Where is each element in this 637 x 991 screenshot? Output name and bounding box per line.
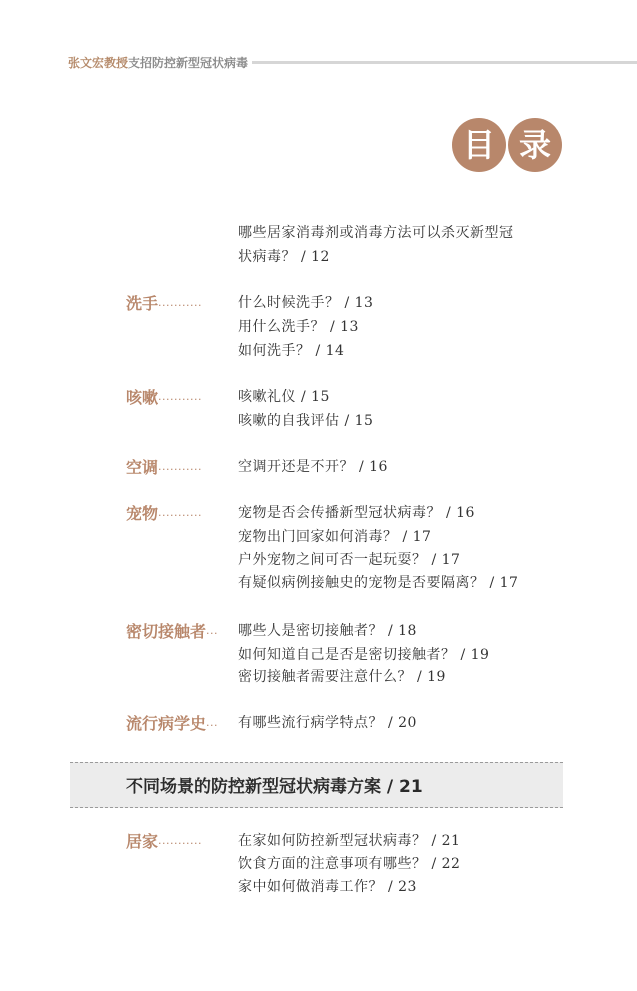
toc-category-epidemiology	[126, 711, 218, 734]
toc-item[interactable]: 有哪些流行病学特点？ / 20	[238, 715, 417, 731]
category-label: 宠物	[126, 504, 159, 523]
toc-item[interactable]: 家中如何做消毒工作？ / 23	[238, 879, 417, 895]
toc-category-air-conditioning	[126, 455, 202, 478]
toc-category-home	[126, 829, 202, 852]
toc-item[interactable]: 哪些居家消毒剂或消毒方法可以杀灭新型冠	[238, 225, 514, 241]
category-label: 流行病学史	[126, 714, 207, 733]
toc-item[interactable]: 密切接触者需要注意什么？ / 19	[238, 669, 446, 685]
toc-item[interactable]: 咳嗽的自我评估 / 15	[238, 413, 374, 429]
category-label: 空调	[126, 458, 159, 477]
leader-dots: ···	[206, 719, 219, 732]
category-label: 洗手	[126, 294, 159, 313]
toc-item[interactable]: 用什么洗手？ / 13	[238, 319, 359, 335]
toc-title-badge-2: 录	[508, 118, 562, 172]
toc-item[interactable]: 如何知道自己是否是密切接触者？ / 19	[238, 647, 490, 663]
toc-title-badge-1: 目	[452, 118, 506, 172]
toc-item[interactable]: 空调开还是不开？ / 16	[238, 459, 388, 475]
header-rule	[252, 61, 637, 64]
leader-dots: ···········	[158, 393, 202, 406]
toc-item[interactable]: 宠物是否会传播新型冠状病毒？ / 16	[238, 505, 475, 521]
toc-item[interactable]: 状病毒？ / 12	[238, 249, 330, 265]
toc-category-pets	[126, 501, 202, 524]
toc-category-handwashing	[126, 291, 202, 314]
header-author: 张文宏教授	[68, 56, 129, 70]
toc-item[interactable]: 户外宠物之间可否一起玩耍？ / 17	[238, 552, 461, 568]
toc-category-cough	[126, 385, 202, 408]
toc-item[interactable]: 有疑似病例接触史的宠物是否要隔离？ / 17	[238, 575, 519, 591]
toc-item[interactable]: 饮食方面的注意事项有哪些？ / 22	[238, 856, 461, 872]
leader-dots: ···········	[158, 463, 202, 476]
category-label: 咳嗽	[126, 388, 159, 407]
toc-item[interactable]: 哪些人是密切接触者？ / 18	[238, 623, 417, 639]
leader-dots: ···········	[158, 299, 202, 312]
category-label: 居家	[126, 832, 159, 851]
leader-dots: ···········	[158, 509, 202, 522]
toc-item[interactable]: 如何洗手？ / 14	[238, 343, 345, 359]
category-label: 密切接触者	[126, 622, 207, 641]
toc-item[interactable]: 什么时候洗手？ / 13	[238, 295, 374, 311]
leader-dots: ···········	[158, 837, 202, 850]
toc-item[interactable]: 宠物出门回家如何消毒？ / 17	[238, 529, 432, 545]
header-title: 支招防控新型冠状病毒	[128, 56, 249, 70]
section-title[interactable]: 不同场景的防控新型冠状病毒方案 / 21	[126, 777, 423, 797]
toc-item[interactable]: 在家如何防控新型冠状病毒？ / 21	[238, 833, 461, 849]
toc-item[interactable]: 咳嗽礼仪 / 15	[238, 389, 330, 405]
toc-category-close-contacts	[126, 619, 218, 642]
running-header	[68, 54, 248, 71]
leader-dots: ···	[206, 627, 219, 640]
